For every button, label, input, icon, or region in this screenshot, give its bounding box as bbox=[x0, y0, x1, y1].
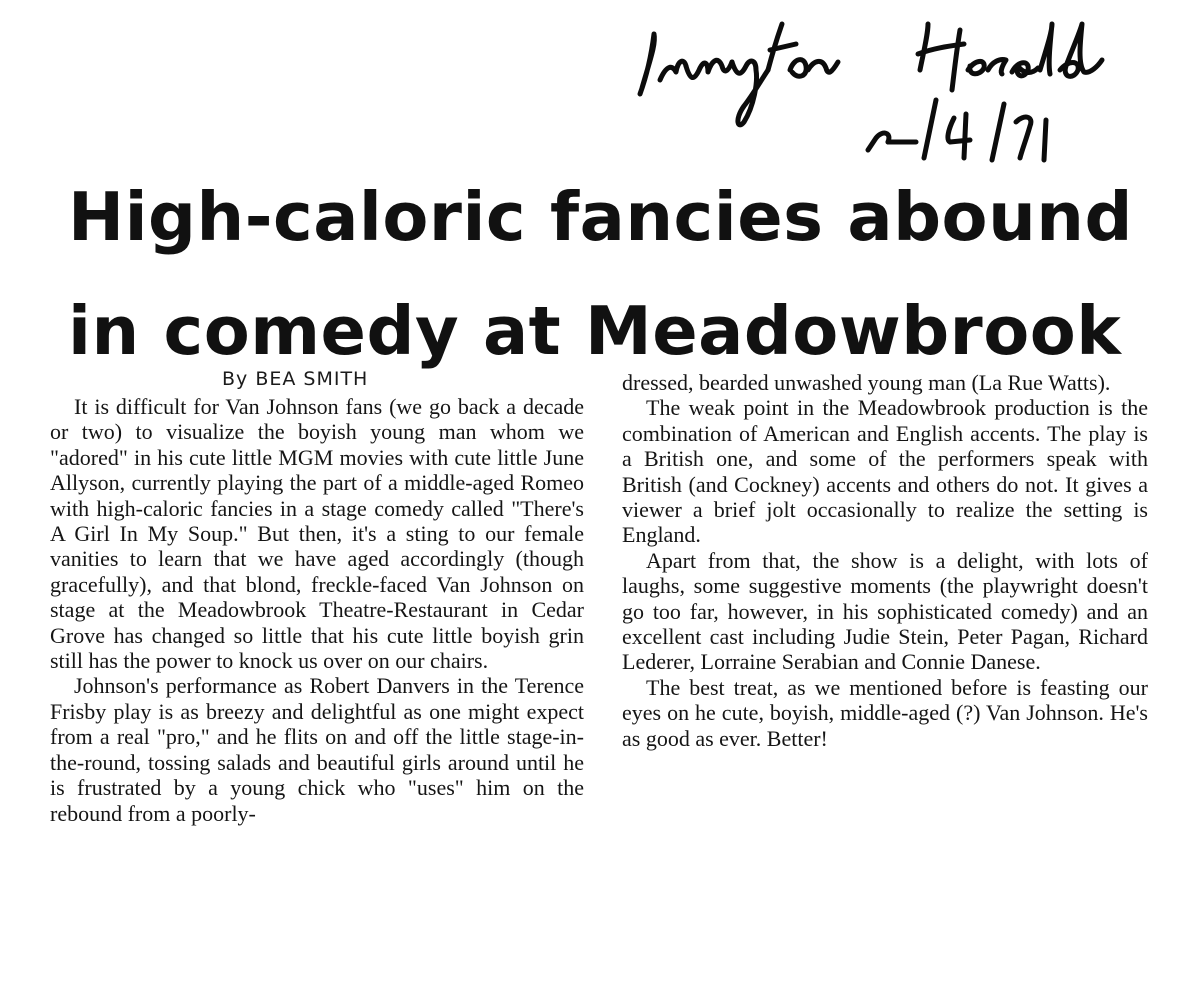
handwritten-annotation bbox=[620, 10, 1180, 170]
paragraph: The weak point in the Meadowbrook production is the combination of American and English accents. The play is a British one, and some of the performers speak with British (and Cockney) accents and others do not. It gives a viewer a brief jolt occasionally to realize the setting is England. bbox=[622, 395, 1148, 548]
headline bbox=[68, 160, 1168, 388]
paragraph: The best treat, as we mentioned before is feasting our eyes on he cute, boyish, middle-aged (?) Van Johnson. He's as good as ever. Better! bbox=[622, 674, 1148, 751]
article-column-left bbox=[50, 394, 584, 826]
handwritten-signature bbox=[620, 10, 1180, 170]
paragraph: Johnson's performance as Robert Danvers in the Terence Frisby play is as breezy and delightful as one might expect from a real "pro," and he flits on and off the little stage-in-the-round, tossing salads and beautiful girls around until he is frustrated by a young chick who "uses" him on the rebound from a poorly- bbox=[50, 673, 584, 826]
headline-line-2: in comedy at Meadowbrook bbox=[68, 292, 1122, 370]
paragraph: Apart from that, the show is a delight, with lots of laughs, some suggestive moments (the playwright doesn't go too far, however, in his sophisticated comedy) and an excellent cast including Judie Stein, Peter Pagan, Richard Lederer, Lorraine Serabian and Connie Danese. bbox=[622, 547, 1148, 675]
byline: By BEA SMITH bbox=[222, 368, 369, 390]
paragraph-continuation: dressed, bearded unwashed young man (La Rue Watts). bbox=[622, 370, 1111, 395]
paragraph: It is difficult for Van Johnson fans (we go back a decade or two) to visualize the boyish young man whom we "adored" in his cute little MGM movies with cute little June Allyson, currently playing the part of a middle-aged Romeo with high-caloric fancies in a stage comedy called "There's A Girl In My Soup." But then, it's a sting to our female vanities to learn that we have aged accordingly (though gracefully), and that blond, freckle-faced Van Johnson on stage at the Meadowbrook Theatre-Restaurant in Cedar Grove has changed so little that his cute little boyish grin still has the power to knock us over on our chairs. bbox=[50, 394, 584, 674]
article-column-right bbox=[622, 370, 1148, 751]
headline-line-1: High-caloric fancies abound bbox=[68, 178, 1133, 256]
